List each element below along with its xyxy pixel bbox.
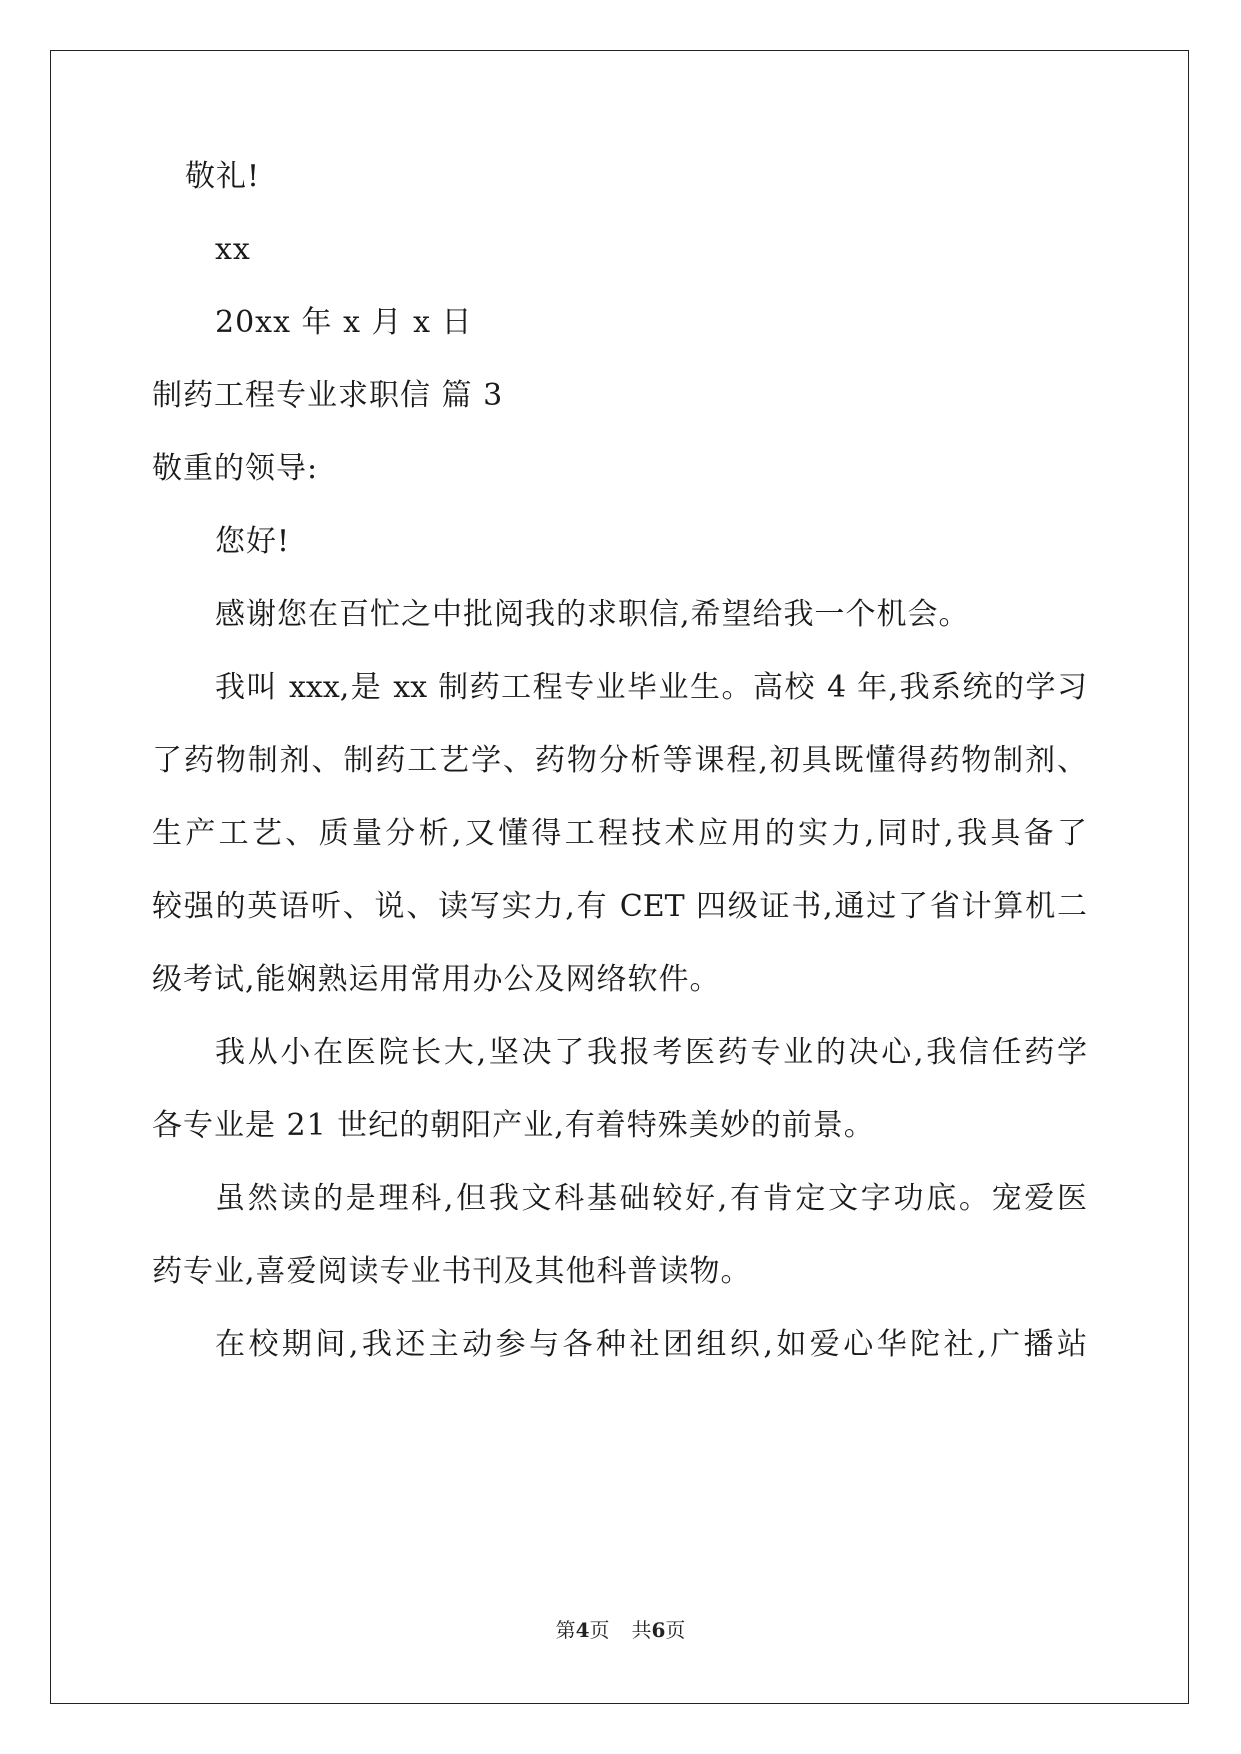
paragraph-line: 生产工艺、质量分析,又懂得工程技术应用的实力,同时,我具备了	[152, 816, 1087, 851]
paragraph-line: 了药物制剂、制药工艺学、药物分析等课程,初具既懂得药物制剂、	[152, 743, 1087, 778]
paragraph-line: 药专业,喜爱阅读专业书刊及其他科普读物。	[152, 1254, 752, 1289]
signature-name: xx	[215, 232, 251, 267]
total-suffix: 页	[665, 1618, 686, 1642]
current-page-number: 4	[575, 1618, 590, 1642]
section-heading: 制药工程专业求职信 篇 3	[152, 378, 504, 413]
page-suffix: 页	[589, 1618, 610, 1642]
paragraph-line: 感谢您在百忙之中批阅我的求职信,希望给我一个机会。	[215, 597, 970, 632]
paragraph-line: 较强的英语听、说、读写实力,有 CET 四级证书,通过了省计算机二	[152, 889, 1087, 924]
closing-salutation: 敬礼!	[185, 159, 261, 194]
page-prefix: 第	[555, 1618, 576, 1642]
paragraph-line: 各专业是 21 世纪的朝阳产业,有着特殊美妙的前景。	[152, 1108, 875, 1143]
greeting: 您好!	[215, 524, 291, 559]
paragraph-line: 虽然读的是理科,但我文科基础较好,有肯定文字功底。宠爱医	[215, 1181, 1087, 1216]
paragraph-line: 我从小在医院长大,坚决了我报考医药专业的决心,我信任药学	[215, 1035, 1087, 1070]
total-page-number: 6	[651, 1618, 666, 1642]
paragraph-line: 在校期间,我还主动参与各种社团组织,如爱心华陀社,广播站	[215, 1327, 1087, 1362]
page-border	[50, 50, 1189, 1704]
total-prefix: 共	[631, 1618, 652, 1642]
page-footer	[0, 1618, 1241, 1642]
paragraph-line: 我叫 xxx,是 xx 制药工程专业毕业生。高校 4 年,我系统的学习	[215, 670, 1087, 705]
paragraph-line: 级考试,能娴熟运用常用办公及网络软件。	[152, 962, 721, 997]
letter-salutation: 敬重的领导:	[152, 451, 319, 486]
signature-date: 20xx 年 x 月 x 日	[215, 305, 473, 340]
